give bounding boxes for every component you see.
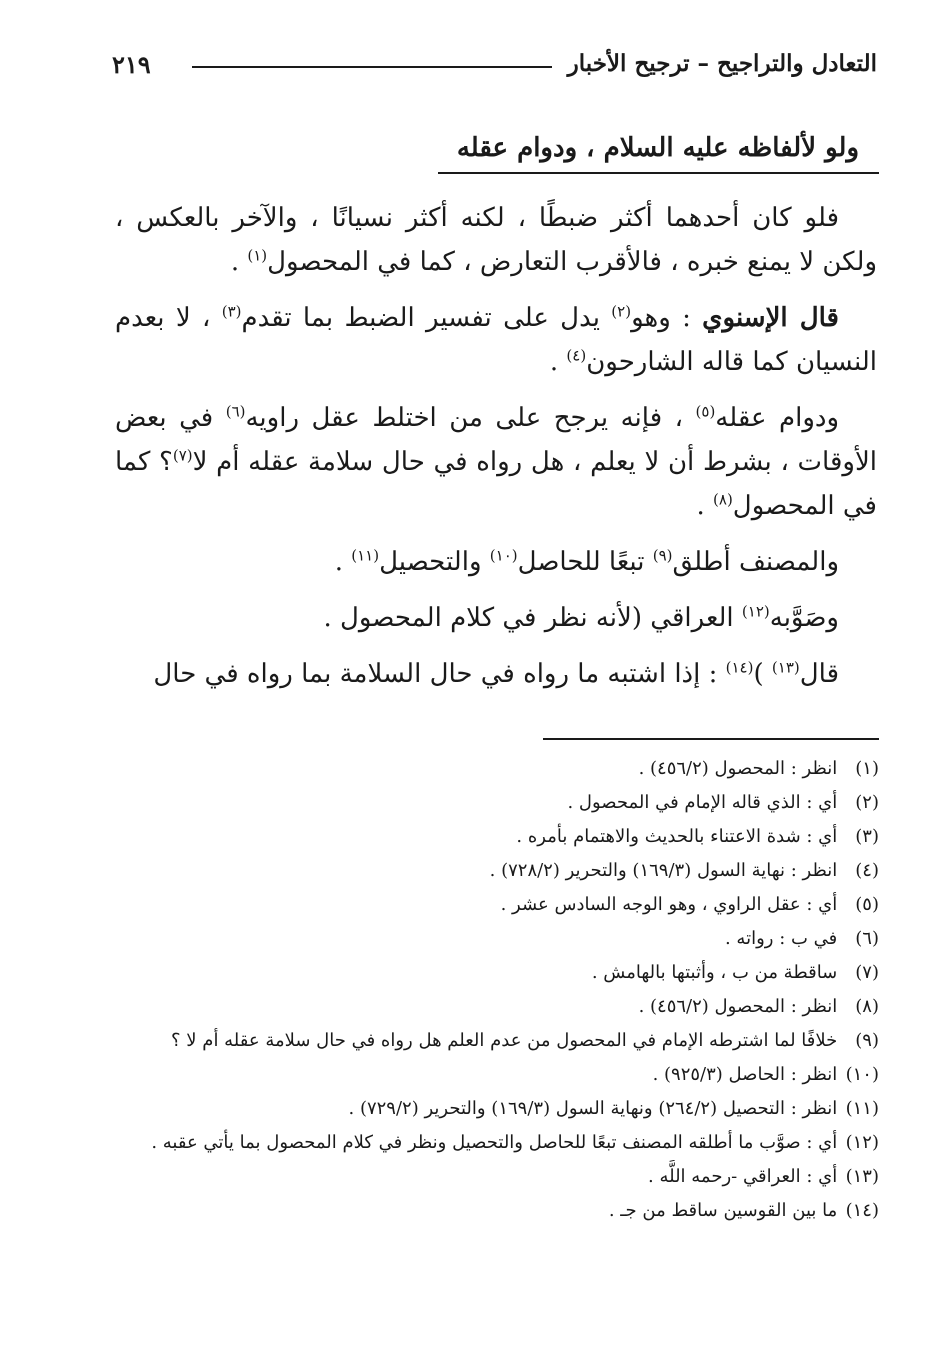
footnote-ref: (٧): [172, 446, 193, 465]
footnote-item: [112, 1160, 879, 1194]
footnote-ref: (١٠): [489, 546, 518, 565]
paragraph-text: والتحصيل: [379, 547, 490, 577]
footnote-item: [112, 1024, 879, 1058]
footnote-number: (٩): [855, 1030, 879, 1051]
footnote-item: [112, 854, 879, 888]
footnote-item: [112, 956, 879, 990]
footnote-ref: (١٢): [741, 602, 770, 621]
paragraph-text: ، فإنه يرجح على من اختلط عقل راويه: [245, 403, 696, 433]
footnote-ref: (٨): [713, 490, 733, 509]
footnotes-list: [112, 752, 879, 1228]
footnote-text: في ب : رواته .: [724, 928, 838, 949]
paragraph-text: : وهو: [631, 303, 703, 333]
paragraph-end: .: [230, 247, 248, 277]
footnote-ref: (٦): [225, 402, 246, 421]
footnote-item: [112, 990, 879, 1024]
footnote-number: (١٣): [845, 1166, 879, 1187]
paragraph-text: العراقي (لأنه نظر في كلام المحصول .: [323, 603, 742, 633]
paragraph-4: [115, 540, 877, 584]
footnote-text: خلافًا لما اشترطه الإمام في المحصول من عدم العلم هل رواه في حال سلامة عقله أم لا ؟: [171, 1030, 838, 1051]
footnote-ref: (١١): [351, 546, 380, 565]
paragraph-text: : إذا اشتبه ما رواه في حال السلامة بما رواه في حال: [153, 659, 726, 689]
paragraph-2: [115, 296, 877, 384]
footnote-text: ساقطة من ب ، وأثبتها بالهامش .: [591, 962, 838, 983]
footnote-item: [112, 752, 879, 786]
paragraph-text: تبعًا للحاصل: [517, 547, 653, 577]
paragraph-text: ودوام عقله: [715, 403, 840, 433]
footnote-text: أي : العراقي -رحمه اللَّه .: [648, 1166, 838, 1187]
footnote-number: (١٢): [845, 1132, 879, 1153]
paragraph-text: في بعض الأوقات ، بشرط أن لا يعلم ، هل رواه في حال سلامة عقله أم لا: [115, 403, 877, 477]
footnote-item: [112, 888, 879, 922]
section-heading: ولو لألفاظه عليه السلام ، ودوام عقله: [456, 133, 859, 163]
footnote-number: (٦): [855, 928, 879, 949]
paragraph-5: [115, 596, 877, 640]
footnote-text: أي : الذي قاله الإمام في المحصول .: [567, 792, 838, 813]
footnote-number: (١): [855, 758, 879, 779]
footnote-text: أي : صوَّب ما أطلقه المصنف تبعًا للحاصل والتحصيل ونظر في كلام المحصول بما يأتي عقبه .: [151, 1132, 838, 1153]
paragraph-end: .: [696, 491, 714, 521]
footnote-text: انظر : التحصيل (٢٦٤/٢) ونهاية السول (١٦٩/٣) والتحرير (٧٢٩/٢) .: [348, 1098, 838, 1119]
footnote-number: (٥): [855, 894, 879, 915]
paragraph-end: .: [334, 547, 352, 577]
footnote-number: (١١): [845, 1098, 879, 1119]
footnote-item: [112, 1194, 879, 1228]
paragraph-end: .: [549, 347, 567, 377]
page-number: ٢١٩: [112, 50, 151, 79]
footnote-number: (٨): [855, 996, 879, 1017]
main-text: [115, 196, 877, 708]
footnote-text: انظر : المحصول (٤٥٦/٢) .: [638, 996, 838, 1017]
footnote-item: [112, 1126, 879, 1160]
footnote-text: ما بين القوسين ساقط من جـ .: [608, 1200, 838, 1221]
footnote-item: [112, 1058, 879, 1092]
paragraph-text: فلو كان أحدهما أكثر ضبطًا ، لكنه أكثر نسيانًا ، والآخر بالعكس ، ولكن لا يمنع خبره ، فالأقرب التعارض ، كما في المحصول: [115, 203, 877, 277]
footnote-number: (١٠): [845, 1064, 879, 1085]
footnote-text: انظر : نهاية السول (١٦٩/٣) والتحرير (٧٢٨/٢) .: [489, 860, 838, 881]
footnote-ref: (١٤): [725, 658, 754, 677]
footnote-number: (٢): [855, 792, 879, 813]
footnote-ref: (٢): [611, 302, 632, 321]
footnote-number: (٤): [855, 860, 879, 881]
heading-underline: [438, 172, 879, 174]
header-rule: [192, 66, 552, 68]
paragraph-3: [115, 396, 877, 528]
quoted-author: قال الإسنوي: [702, 303, 839, 333]
footnote-ref: (٩): [652, 546, 673, 565]
footnote-text: أي : عقل الراوي ، وهو الوجه السادس عشر .: [500, 894, 838, 915]
footnote-ref: (١٣): [771, 658, 800, 677]
footnote-item: [112, 1092, 879, 1126]
footnote-item: [112, 820, 879, 854]
footnote-number: (١٤): [845, 1200, 879, 1221]
footnote-item: [112, 786, 879, 820]
footnote-ref: (٥): [695, 402, 716, 421]
footnote-ref: (٤): [566, 346, 587, 365]
paragraph-text: ؟ كما في المحصول: [115, 447, 877, 521]
running-header: [112, 50, 877, 90]
paragraph-text: ، لا بعدم النسيان كما قاله الشارحون: [115, 303, 877, 377]
paragraph-text: وصَوَّبه: [769, 603, 839, 633]
paragraph-text: ): [753, 659, 772, 689]
paragraph-text: يدل على تفسير الضبط بما تقدم: [241, 303, 612, 333]
footnote-number: (٧): [855, 962, 879, 983]
running-title: التعادل والتراجيح – ترجيح الأخبار: [567, 50, 877, 77]
footnote-text: انظر : الحاصل (٩٢٥/٣) .: [652, 1064, 838, 1085]
paragraph-6: [115, 652, 877, 696]
footnote-ref: (١): [247, 246, 268, 265]
footnote-text: أي : شدة الاعتناء بالحديث والاهتمام بأمره .: [516, 826, 838, 847]
footnote-item: [112, 922, 879, 956]
footnote-separator: [543, 738, 879, 740]
paragraph-text: والمصنف أطلق: [672, 547, 839, 577]
footnote-number: (٣): [855, 826, 879, 847]
footnote-text: انظر : المحصول (٤٥٦/٢) .: [638, 758, 838, 779]
footnote-ref: (٣): [221, 302, 242, 321]
paragraph-1: [115, 196, 877, 284]
paragraph-text: قال: [799, 659, 839, 689]
